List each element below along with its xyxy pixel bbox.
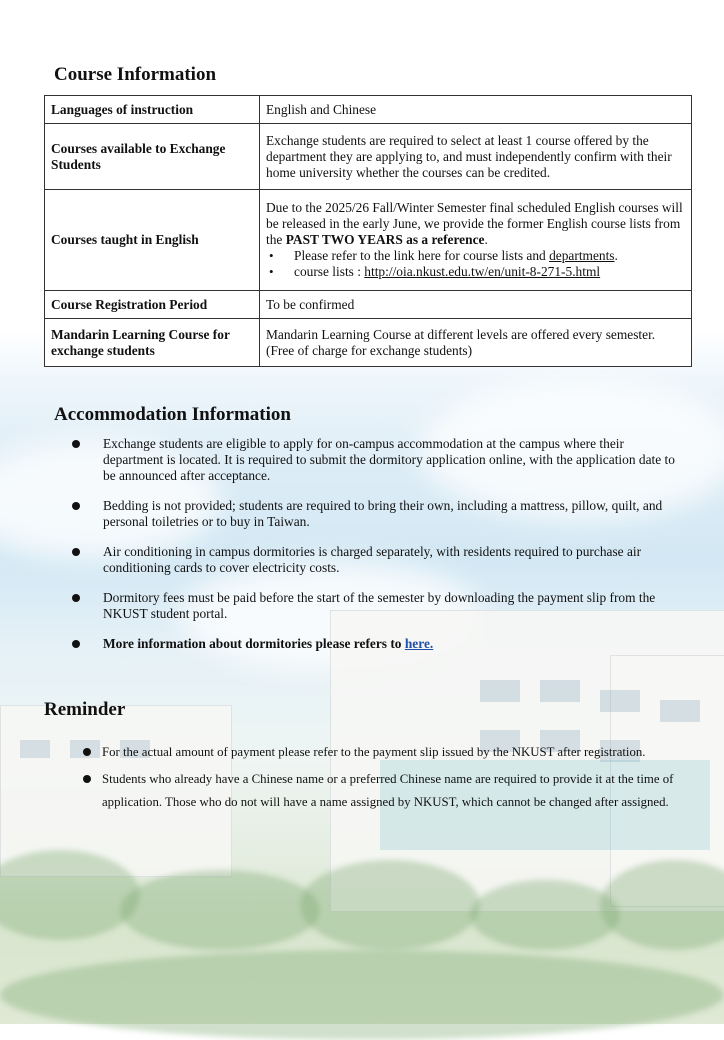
bullet-dot [72,640,80,648]
list-item-text: Dormitory fees must be paid before the start of the semester by downloading the payment slip from the NKUST student portal. [103,590,656,621]
table-row [45,96,692,124]
row-label: Courses available to Exchange Students [45,124,260,190]
row-value [260,190,692,291]
list-item [44,768,684,814]
accommodation-list [44,436,684,652]
bullet-text: Please refer to the link here for course lists and [294,248,550,263]
list-item [266,248,685,264]
list-item [44,436,684,484]
list-item-text: Students who already have a Chinese name or a preferred Chinese name are required to provide it at the time of application. Those who do not will have a name assigned by NKUST, which cannot be changed after assigned. [102,772,674,809]
accommodation-heading: Accommodation Information [54,404,291,425]
bullet-end: . [614,248,618,263]
list-item [44,636,684,652]
list-item-text: Bedding is not provided; students are required to bring their own, including a mattress, pillow, quilt, and personal toiletries or to buy in Taiwan. [103,498,663,529]
bullet-dot [72,502,80,510]
bullet-dot [83,748,91,756]
sentence-end: . [484,232,488,247]
course-lists-url-link[interactable]: http://oia.nkust.edu.tw/en/unit-8-271-5.html [364,264,601,279]
row-value: To be confirmed [260,291,692,319]
dormitory-here-link[interactable]: here. [404,636,434,651]
table-row [45,124,692,190]
departments-link[interactable]: departments [549,248,615,263]
list-item [44,741,684,764]
row-value: Exchange students are required to select at least 1 course offered by the department they are applying to, and must independently confirm with their home university whether the courses can be credited. [260,124,692,190]
bullet-dot [72,594,80,602]
table-row [45,319,692,367]
list-item [266,264,685,280]
row-value: English and Chinese [260,96,692,124]
list-item [44,590,684,622]
more-info-text: More information about dormitories please refers to [103,636,405,651]
list-item-text: Exchange students are eligible to apply for on-campus accommodation at the campus where their department is located. It is required to submit the dormitory application online, with the application date to be announced after acceptance. [103,436,675,483]
row-label: Courses taught in English [45,190,260,291]
row-label: Languages of instruction [45,96,260,124]
english-courses-text: Due to the 2025/26 Fall/Winter Semester final scheduled English courses will be released in the early June, we provide the former English course lists from the [266,200,683,247]
list-item-text: For the actual amount of payment please refer to the payment slip issued by the NKUST after registration. [102,745,646,759]
bullet-dot [72,440,80,448]
bullet-dot [72,548,80,556]
course-information-heading: Course Information [54,64,217,85]
row-label: Course Registration Period [45,291,260,319]
bullet-dot [83,775,91,783]
reminder-list [44,741,684,814]
table-row [45,190,692,291]
course-list-bullets [266,248,685,280]
row-value: Mandarin Learning Course at different levels are offered every semester. (Free of charge for exchange students) [260,319,692,367]
table-row [45,291,692,319]
list-item-text: Air conditioning in campus dormitories is charged separately, with residents required to purchase air conditioning cards to cover electricity costs. [103,544,642,575]
list-item [44,498,684,530]
list-item [44,544,684,576]
reminder-heading: Reminder [44,699,126,720]
row-label: Mandarin Learning Course for exchange students [45,319,260,367]
bullet-text: course lists : [294,264,365,279]
course-info-table [44,95,692,367]
past-two-years-emphasis: PAST TWO YEARS as a reference [285,232,485,247]
